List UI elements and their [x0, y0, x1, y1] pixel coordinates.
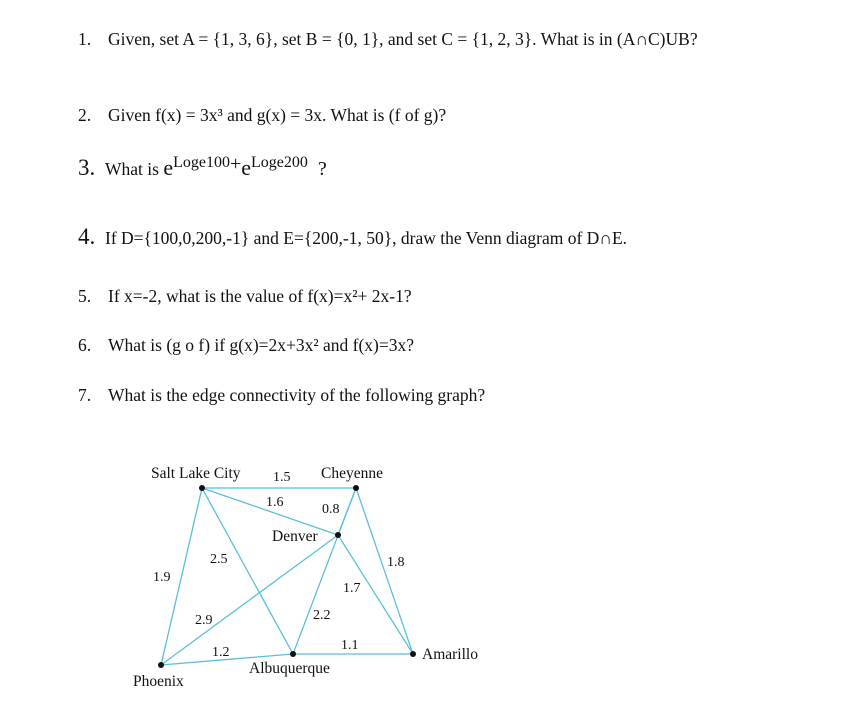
label-denver: Denver: [272, 528, 318, 545]
weight-phoenix-albuquerque: 1.2: [212, 645, 230, 660]
question-number: 3.: [78, 155, 96, 180]
weight-cheyenne-albuquerque: 2.2: [313, 608, 331, 623]
question-number: 7.: [78, 385, 92, 405]
label-phoenix: Phoenix: [133, 673, 184, 690]
question-text: Given f(x) = 3x³ and g(x) = 3x. What is (f of g)?: [108, 105, 447, 125]
question-mark: ?: [317, 158, 327, 180]
node-albuquerque: [290, 651, 296, 657]
question-text: Given, set A = {1, 3, 6}, set B = {0, 1}, and set C = {1, 2, 3}. What is in (A∩C)UB?: [108, 29, 698, 49]
weight-slc-albuquerque: 2.9: [195, 613, 213, 628]
label-salt-lake-city: Salt Lake City: [151, 465, 241, 482]
weight-cheyenne-amarillo: 1.8: [387, 555, 405, 570]
node-salt-lake-city: [199, 485, 205, 491]
label-cheyenne: Cheyenne: [321, 465, 383, 482]
node-amarillo: [410, 651, 416, 657]
question-number: 2.: [78, 105, 92, 125]
exponent: Loge200: [251, 154, 308, 171]
question-text: If x=-2, what is the value of f(x)=x²+ 2x-1?: [108, 286, 412, 306]
question-number: 1.: [78, 29, 92, 49]
question-number: 6.: [78, 335, 92, 355]
question-number: 5.: [78, 286, 92, 306]
weight-denver-phoenix: 2.5: [210, 552, 228, 567]
weight-slc-cheyenne: 1.5: [273, 470, 291, 485]
question-text: What is (g o f) if g(x)=2x+3x² and f(x)=3x?: [108, 335, 415, 355]
question-number: 4.: [78, 224, 96, 249]
node-cheyenne: [353, 485, 359, 491]
label-albuquerque: Albuquerque: [249, 660, 330, 677]
exponent: Loge100: [173, 154, 230, 171]
euler-e: e: [241, 155, 252, 180]
edge-weight-labels: [153, 470, 405, 660]
weight-denver-amarillo: 1.7: [343, 581, 361, 596]
plus-sign: +: [229, 153, 242, 175]
weight-albuquerque-amarillo: 1.1: [341, 638, 359, 653]
edge-slc-albuquerque: [202, 488, 293, 654]
question-text: What is: [105, 159, 159, 179]
weight-cheyenne-denver: 0.8: [322, 502, 340, 517]
euler-e: e: [163, 155, 174, 180]
node-denver: [335, 532, 341, 538]
weight-slc-denver: 1.6: [266, 495, 284, 510]
node-phoenix: [158, 662, 164, 668]
question-text: If D={100,0,200,-1} and E={200,-1, 50}, draw the Venn diagram of D∩E.: [105, 228, 628, 248]
node-labels: [133, 465, 478, 690]
graph-edges: [161, 488, 413, 665]
question-text: What is the edge connectivity of the following graph?: [108, 385, 486, 405]
edge-denver-phoenix: [161, 535, 338, 665]
weight-slc-phoenix: 1.9: [153, 570, 171, 585]
label-amarillo: Amarillo: [422, 646, 478, 663]
edge-cheyenne-amarillo: [356, 488, 413, 654]
